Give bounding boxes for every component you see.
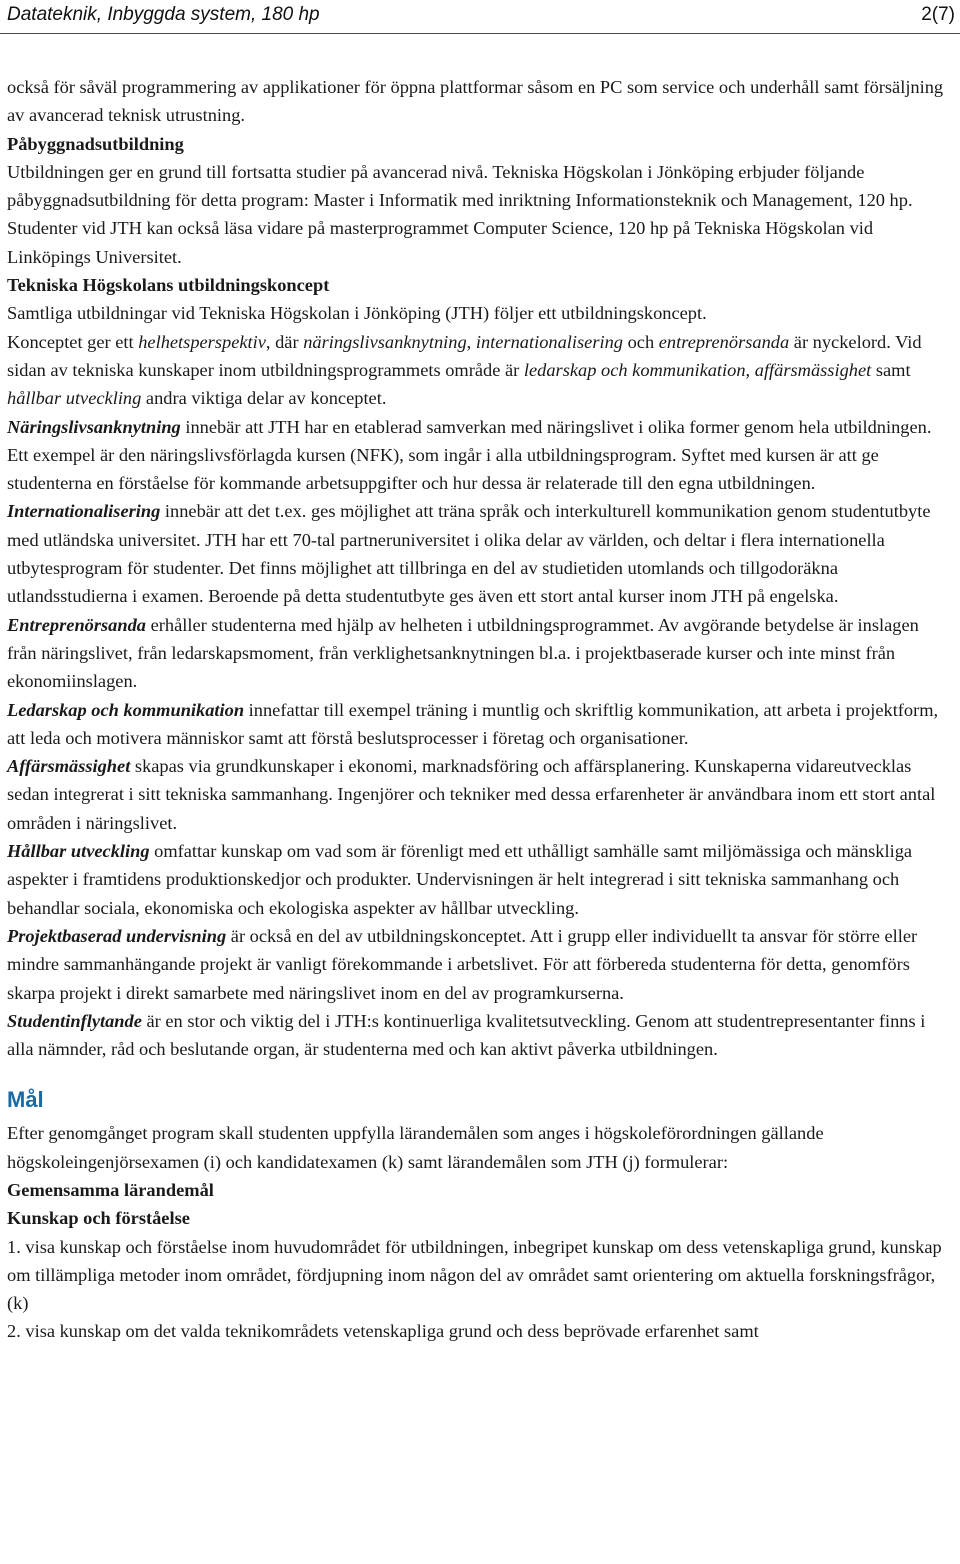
term-label: Entreprenörsanda — [7, 614, 146, 635]
term-label: Studentinflytande — [7, 1010, 142, 1031]
term-text: skapas via grundkunskaper i ekonomi, marknadsföring och affärsplanering. Kunskaperna vidareutvecklas sedan integrerat i sitt tekniska sammanhang. Ingenjörer och tekniker med dessa erfarenheter är användbara inom ett stort antal områden i näringslivet. — [7, 756, 936, 833]
term-text: innebär att JTH har en etablerad samverkan med näringslivet i olika former genom hela utbildningen. Ett exempel är den näringslivsförlagda kursen (NFK), som ingår i alla utbildningsprogram. Syftet med kursen är att ge studenterna en förståelse för kommande arbetsuppgifter och hur dessa är relaterade till den egna utbildningen. — [7, 416, 932, 494]
text-run: är nyckelord. Vid sidan av tekniska kunskaper inom utbildningsprogrammets område är — [7, 331, 922, 380]
pabyggnad-paragraph-2: Studenter vid JTH kan också läsa vidare på masterprogrammet Computer Science, 120 hp på Tekniska Högskolan vid Linköpings Universitet. — [7, 218, 874, 267]
keyword-affarsmassighet: affärsmässighet — [754, 359, 872, 380]
header-divider — [0, 33, 960, 34]
pabyggnad-heading: Påbyggnadsutbildning — [7, 133, 184, 154]
term-label: Hållbar utveckling — [7, 841, 150, 862]
term-paragraph — [7, 611, 953, 696]
term-text: erhåller studenterna med hjälp av helheten i utbildningsprogrammet. Av avgörande betydelse är inslagen från näringslivet, från ledarskapsmoment, från verklighetsanknytningen bl.a. i projektbaserade kurser och inte minst från ekonomiinslagen. — [7, 614, 919, 692]
mal-list-item: 2. visa kunskap om det valda teknikområdets vetenskapliga grund och dess beprövade erfarenhet samt — [7, 1321, 759, 1342]
term-paragraph — [7, 413, 953, 498]
term-paragraph — [7, 696, 953, 753]
pabyggnad-paragraph-1: Utbildningen ger en grund till fortsatta studier på avancerad nivå. Tekniska Högskolan i Jönköping erbjuder följande påbyggnadsutbildning för detta program: Master i Informatik med inriktning Informationsteknik och Management, 120 hp. — [7, 161, 913, 211]
term-label: Internationalisering — [7, 501, 161, 522]
keyword-helhetsperspektiv: helhetsperspektiv — [138, 331, 266, 352]
koncept-paragraph-1: Samtliga utbildningar vid Tekniska Högskolan i Jönköping (JTH) följer ett utbildningskoncept. — [7, 303, 707, 324]
keyword-ledarskap: ledarskap och kommunikation — [523, 359, 746, 380]
course-title: Datateknik, Inbyggda system, 180 hp — [7, 4, 320, 25]
keyword-hallbar-utveckling: hållbar utveckling — [7, 388, 142, 409]
mal-list-item: 1. visa kunskap och förståelse inom huvudområdet för utbildningen, inbegripet kunskap om dess vetenskapliga grund, kunskap om tillämpliga metoder inom området, fördjupning inom någon del av området samt orientering om aktuella forskningsfrågor,(k) — [7, 1236, 942, 1314]
term-text: omfattar kunskap om vad som är förenligt med ett uthålligt samhälle samt miljömässiga och mänskliga aspekter i framtidens produktionskedjor och produkter. Undervisningen är helt integrerad i sitt tekniska sammanhang och behandlar sociala, ekonomiska och ekologiska aspekter av hållbar utveckling. — [7, 841, 913, 918]
term-paragraph — [7, 922, 953, 1007]
keyword-internationalisering: internationalisering — [475, 331, 623, 352]
term-text: innebär att det t.ex. ges möjlighet att träna språk och interkulturell kommunikation genom studentutbyte med utländska universitet. JTH har ett 70-tal partneruniversitet i olika delar av världen, och deltar i flera internationella utbytesprogram för studenter. Det finns möjlighet att tillbringa en del av studietiden utomlands och tillgodoräkna utlandsstudierna i examen. Beroende på detta studentutbyte ges även ett stort antal kurser inom JTH på engelska. — [7, 501, 931, 607]
term-label: Ledarskap och kommunikation — [7, 699, 245, 720]
keyword-entreprenorsanda: entreprenörsanda — [658, 331, 790, 352]
koncept-paragraph-2 — [7, 328, 953, 413]
mal-subheading-gemensamma: Gemensamma lärandemål — [7, 1179, 214, 1200]
term-text: innefattar till exempel träning i muntlig och skriftlig kommunikation, att arbeta i projektform, att leda och motivera människor samt att förstå beslutsprocesser i företag och organisationer. — [7, 699, 939, 748]
text-run: samt — [871, 359, 911, 380]
term-text: är också en del av utbildningskonceptet. Att i grupp eller individuellt ta ansvar för större eller mindre sammanhängande projekt är vanligt förekommande i arbetslivet. För att förbereda studenterna för detta, genomförs skarpa projekt i direkt samarbete med näringslivet inom en del av programkurserna. — [7, 925, 918, 1003]
mal-intro: Efter genomgånget program skall studenten uppfylla lärandemålen som anges i högskoleförordningen gällande högskoleingenjörsexamen (i) och kandidatexamen (k) samt lärandemålen som JTH (j) formulerar: — [7, 1123, 824, 1172]
mal-heading: Mål — [7, 1087, 44, 1113]
text-run: och — [623, 331, 659, 352]
mal-subheading-kunskap: Kunskap och förståelse — [7, 1208, 190, 1229]
running-header — [7, 2, 955, 28]
keyword-naringslivsanknytning: näringslivsanknytning — [303, 331, 467, 352]
intro-paragraph: också för såväl programmering av applikationer för öppna plattformar såsom en PC som service och underhåll samt försäljning av avancerad teknisk utrustning. — [7, 77, 944, 126]
term-paragraph — [7, 497, 953, 610]
term-paragraph — [7, 837, 953, 922]
term-paragraph — [7, 752, 953, 837]
term-label: Näringslivsanknytning — [7, 416, 181, 437]
text-run: Konceptet ger ett — [7, 331, 139, 352]
term-label: Affärsmässighet — [7, 756, 131, 777]
text-run: , — [466, 331, 476, 352]
term-text: är en stor och viktig del i JTH:s kontinuerliga kvalitetsutveckling. Genom att studentrepresentanter finns i alla nämnder, råd och beslutande organ, är studenterna med och kan aktivt påverka utbildningen. — [7, 1010, 926, 1060]
koncept-heading: Tekniska Högskolans utbildningskoncept — [7, 275, 330, 296]
page-number: 2(7) — [921, 4, 955, 25]
term-paragraph — [7, 1007, 953, 1064]
text-run: , där — [265, 331, 304, 352]
text-run: andra viktiga delar av konceptet. — [141, 388, 387, 409]
document-body — [7, 73, 953, 1346]
text-run: , — [745, 359, 755, 380]
term-label: Projektbaserad undervisning — [7, 925, 227, 946]
